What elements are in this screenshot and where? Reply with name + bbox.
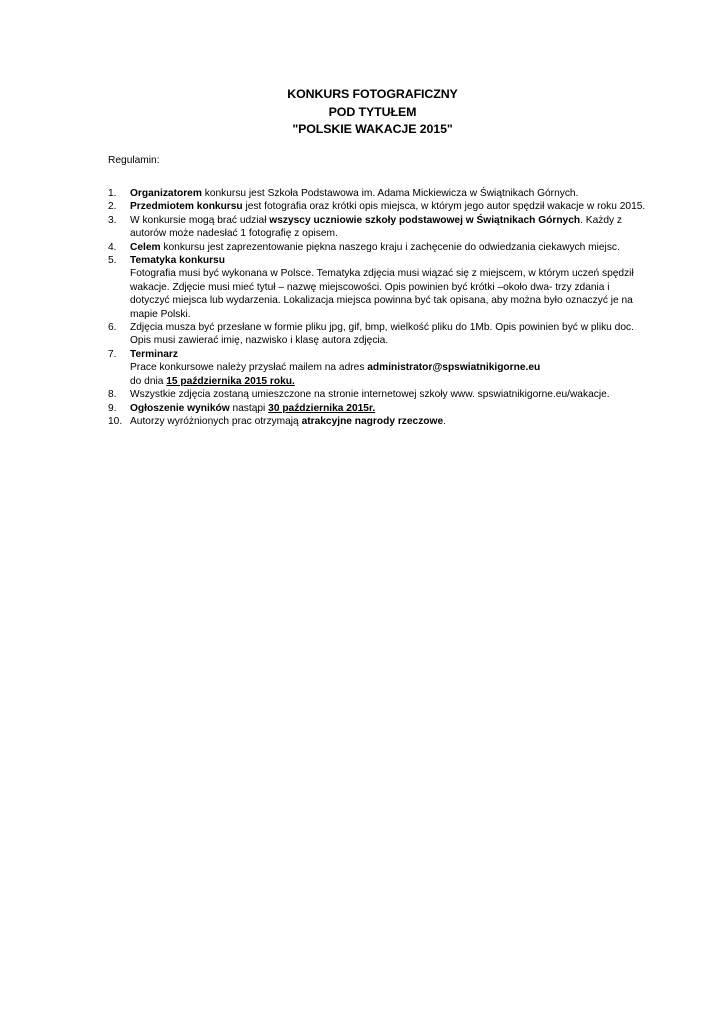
rule-number: 10. (108, 415, 123, 427)
rule-rest: konkursu jest Szkoła Podstawowa im. Adama Mickiewicza w Świątnikach Górnych. (201, 188, 579, 199)
rule-text (130, 214, 648, 241)
rule-item-8 (108, 388, 648, 401)
rule-text (130, 348, 648, 388)
rule-pre: Autorzy wyróżnionych prac otrzymają (130, 415, 302, 427)
rule-bold: Organizatorem (130, 188, 202, 199)
deadline-prefix: do dnia (130, 375, 167, 387)
rule-text (130, 254, 648, 321)
title-line-3: "POLSKIE WAKACJE 2015" (292, 122, 453, 136)
rule-number: 5. (108, 255, 117, 267)
rule-item-7 (108, 348, 648, 388)
rule-item-10 (108, 415, 648, 428)
rule-number: 6. (108, 322, 117, 334)
rule-number: 8. (108, 389, 117, 401)
rule-heading: Tematyka konkursu (130, 255, 225, 267)
rule-post: . (443, 415, 446, 427)
rule-heading: Terminarz (130, 348, 178, 360)
rule-item-5 (108, 254, 648, 321)
rules-list (108, 187, 648, 428)
rule-bold: Przedmiotem konkursu (130, 201, 243, 213)
rule-item-3 (108, 214, 648, 241)
rule-number: 2. (108, 201, 117, 213)
rule-text (130, 415, 648, 428)
deadline-line (130, 375, 648, 388)
rule-text: Wszystkie zdjęcia zostaną umieszczone na stronie internetowej szkoły www. spswiatnikigorne.eu/wakacje. (130, 389, 610, 401)
rule-number: 1. (108, 188, 117, 199)
results-date: 30 października 2015r. (268, 402, 376, 414)
deadline-date: 15 października 2015 roku. (166, 375, 295, 387)
rule-bold: Celem (130, 241, 161, 253)
rule-item-9 (108, 402, 648, 415)
rule-number: 4. (108, 241, 117, 253)
title-line-1: KONKURS FOTOGRAFICZNY (287, 87, 458, 101)
contact-email: administrator@spswiatnikigorne.eu (367, 362, 541, 374)
rule-paragraph: Fotografia musi być wykonana w Polsce. Tematyka zdjęcia musi wiązać się z miejscem, w którym uczeń spędził wakacje. Zdjęcie musi mieć tytuł – nazwę miejscowości. Opis powinien być krótki –około dwa- trzy zdania i dotyczyć miejsca lub wydarzenia. Lokalizacja miejsca powinna być tak opisana, aby można było oznaczyć je na mapie Polski. (130, 268, 634, 320)
rule-rest: konkursu jest zaprezentowanie piękna naszego kraju i zachęcenie do odwiedzania ciekawych miejsc. (160, 241, 620, 253)
rule-bold: atrakcyjne nagrody rzeczowe (301, 415, 444, 427)
title-line-2: POD TYTUŁEM (328, 104, 417, 119)
intro-label: Regulamin: (108, 155, 160, 166)
rule-post: . Każdy z autorów może nadesłać 1 fotografię z opisem. (130, 214, 623, 240)
rule-number: 3. (108, 214, 117, 226)
rule-mid: nastąpi (229, 402, 269, 414)
submission-line (130, 361, 648, 374)
rule-rest: jest fotografia oraz krótki opis miejsca, w którym jego autor spędził wakacje w roku 2015. (242, 201, 646, 213)
rule-text (130, 241, 648, 254)
submission-text: Prace konkursowe należy przysłać mailem na adres (130, 362, 368, 374)
rule-pre: W konkursie mogą brać udział (130, 214, 270, 226)
rule-text (130, 402, 648, 415)
rule-item-4 (108, 241, 648, 254)
rule-text: Zdjęcia musza być przesłane w formie pliku jpg, gif, bmp, wielkość pliku do 1Mb. Opis powinien być w pliku doc. Opis musi zawierać imię, nazwisko i klasę autora zdjęcia. (130, 322, 634, 347)
rule-text (130, 200, 648, 213)
rule-number: 9. (108, 402, 117, 414)
rule-text (130, 187, 648, 200)
rule-number: 7. (108, 348, 117, 360)
rule-bold: wszyscy uczniowie szkoły podstawowej w Świątnikach Górnych (269, 214, 581, 226)
rule-item-1 (108, 187, 648, 200)
document-title (0, 86, 725, 139)
rule-item-6 (108, 321, 648, 348)
rule-item-2 (108, 200, 648, 213)
rule-bold: Ogłoszenie wyników (130, 402, 230, 414)
